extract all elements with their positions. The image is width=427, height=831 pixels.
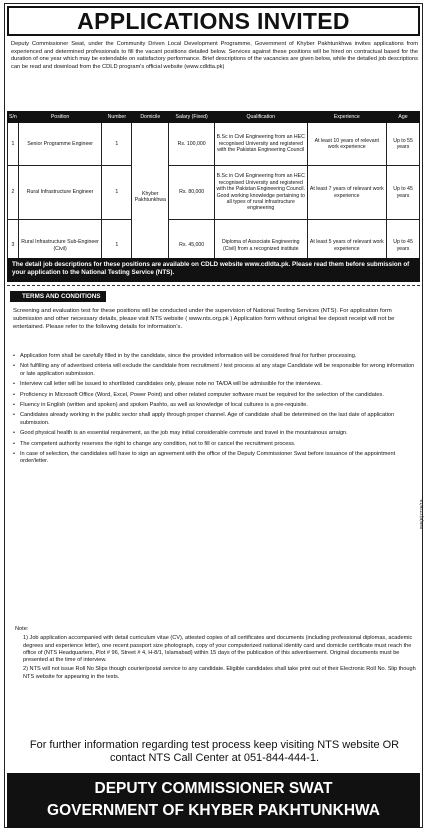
cell-salary: Rs. 45,000 xyxy=(169,220,215,272)
cell-experience: At least 10 years of relevant work experience xyxy=(307,123,387,166)
publication-code: INF(P)7726/19 xyxy=(419,499,424,529)
cell-sn: 3 xyxy=(8,220,19,272)
header-number: Number xyxy=(102,112,132,123)
list-item: • Fluency in English (written and spoken) and spoken Pashto, as well as knowledge of local cultures is a pre-requisite. xyxy=(13,402,416,409)
header-salary: Salary (Fixed) xyxy=(169,112,215,123)
table-row xyxy=(8,123,420,166)
terms-heading: TERMS AND CONDITIONS xyxy=(10,291,106,302)
header-qualification: Qualification xyxy=(215,112,307,123)
header-sn: S/n xyxy=(8,112,19,123)
cell-number: 1 xyxy=(102,220,132,272)
note-label: Note: xyxy=(15,626,29,632)
advertisement-page xyxy=(4,3,423,828)
cell-qualification: B.Sc in Civil Engineering from an HEC recognised University and registered with the Pakistan Engineering Council. Good working knowledge pertaining to all types of rural infrastructure engineering xyxy=(215,166,307,220)
detail-description-note: The detail job descriptions for these positions are available on CDLD website www.cdldta.pk. Please read them before submission of your application to the National Testing Service (NTS). xyxy=(7,258,420,282)
footer-line-1: DEPUTY COMMISSIONER SWAT xyxy=(94,780,333,797)
cell-salary: Rs. 80,000 xyxy=(169,166,215,220)
intro-paragraph: Deputy Commissioner Swat, under the Community Driven Local Development Programme, Government of Khyber Pakhtunkhwa invites applications from experienced and determined professionals to fill the vacant positions detailed below. Services against these positions will be hired on contractual based for the duration of one year which may be extendable on satisfactory performance. Brief descriptions of the vacancies are given below, while the detailed job descriptions can be read and download from the CDLD program's official website (www.cdldta.pk) xyxy=(11,41,418,70)
terms-list xyxy=(13,353,416,469)
note-section xyxy=(15,626,416,683)
cell-sn: 2 xyxy=(8,166,19,220)
cell-position: Rural Infrastructure Engineer xyxy=(18,166,102,220)
footer-banner xyxy=(7,773,420,828)
list-item: • Proficiency in Microsoft Office (Word, Excel, Power Point) and other related computer software must be required for the selection of the candidates. xyxy=(13,392,416,399)
list-item: • Good physical health is an essential requirement, as the job may initial considerable commute and travel in the mountainous arraign. xyxy=(13,430,416,437)
footer-line-2: GOVERNMENT OF KHYBER PAKHTUNKHWA xyxy=(47,802,380,819)
contact-info: For further information regarding test process keep visiting NTS website OR contact NTS Call Center at 051-844-444-1. xyxy=(29,739,400,764)
cell-age: Up to 45 years xyxy=(387,220,420,272)
list-item: • Application form shall be carefully filled in by the candidate, since the provided information will be considered final for further processing. xyxy=(13,353,416,360)
terms-intro: Screening and evaluation test for these positions will be conducted under the supervision of National Testing Services (NTS). For application form submission and other necessary details, please visit NTS website ( www.nts.org.pk ) Application form without original fee deposit receipt will not be entertained. Please refer to the following details for information's. xyxy=(13,308,395,330)
list-item: • Interview call letter will be issued to shortlisted candidates only, please note no TA/DA will be admissible for the interviews. xyxy=(13,381,416,388)
list-item: • In case of selection, the candidates will have to sign an agreement with the office of the Deputy Commissioner Swat before issuance of the appointment order/letter. xyxy=(13,451,416,466)
list-item: • Candidates already working in the public sector shall apply through proper channel. Age of candidate shall be determined on the last date of application submission. xyxy=(13,412,416,427)
cell-experience: At least 5 years of relevant work experience xyxy=(307,220,387,272)
note-item-1: 1) Job application accompanied with detail curriculum vitae (CV), attested copies of all certificates and documents (including professional diplomas, academic degrees and experience letter), one recent passport size photograph, copy of your computerized national identity card and domicile certificate must reach the office of (NTS Headquarters, Plot # 96, Street # 4, H-8/1, Islamabad) within 15 days of the publication of this advertisement. Original documents must be presented at the time of interview. xyxy=(23,635,413,664)
cell-qualification: Diploma of Associate Engineering (Civil) from a recognized institute xyxy=(215,220,307,272)
vacancy-table xyxy=(7,111,420,272)
list-item: • Not fulfilling any of advertised criteria will exclude the candidate from recruitment / test process at any stage Candidate will be responsible for wrong information or late application submission. xyxy=(13,363,416,378)
cell-domicile: Khyber Pakhtunkhwa xyxy=(132,123,169,272)
cell-qualification: B.Sc in Civil Engineering from an HEC recognised University and registered with the Pakistan Engineering Council xyxy=(215,123,307,166)
header-domicile: Domicile xyxy=(132,112,169,123)
page-title: APPLICATIONS INVITED xyxy=(7,6,420,36)
note-item-2: 2) NTS will not issue Roll No Slips though courier/postal service to any candidate. Eligible candidates shall take print out of their Electronic Roll No. Slip though NTS website for appearing in the tests. xyxy=(23,666,416,680)
header-position: Position xyxy=(18,112,102,123)
cell-number: 1 xyxy=(102,123,132,166)
cell-experience: At least 7 years of relevant work experience xyxy=(307,166,387,220)
cell-age: Up to 45 years xyxy=(387,166,420,220)
cell-position: Rural Infrastructure Sub-Engineer (Civil) xyxy=(18,220,102,272)
header-age: Age xyxy=(387,112,420,123)
table-header-row xyxy=(8,112,420,123)
cell-salary: Rs. 100,000 xyxy=(169,123,215,166)
cell-age: Up to 55 years xyxy=(387,123,420,166)
dashed-divider xyxy=(7,285,420,286)
table-row xyxy=(8,166,420,220)
list-item: • The competent authority reserves the right to change any condition, not to fill or cancel the recruitment process. xyxy=(13,441,416,448)
cell-sn: 1 xyxy=(8,123,19,166)
cell-position: Senior Programme Engineer xyxy=(18,123,102,166)
header-experience: Experience xyxy=(307,112,387,123)
cell-number: 1 xyxy=(102,166,132,220)
